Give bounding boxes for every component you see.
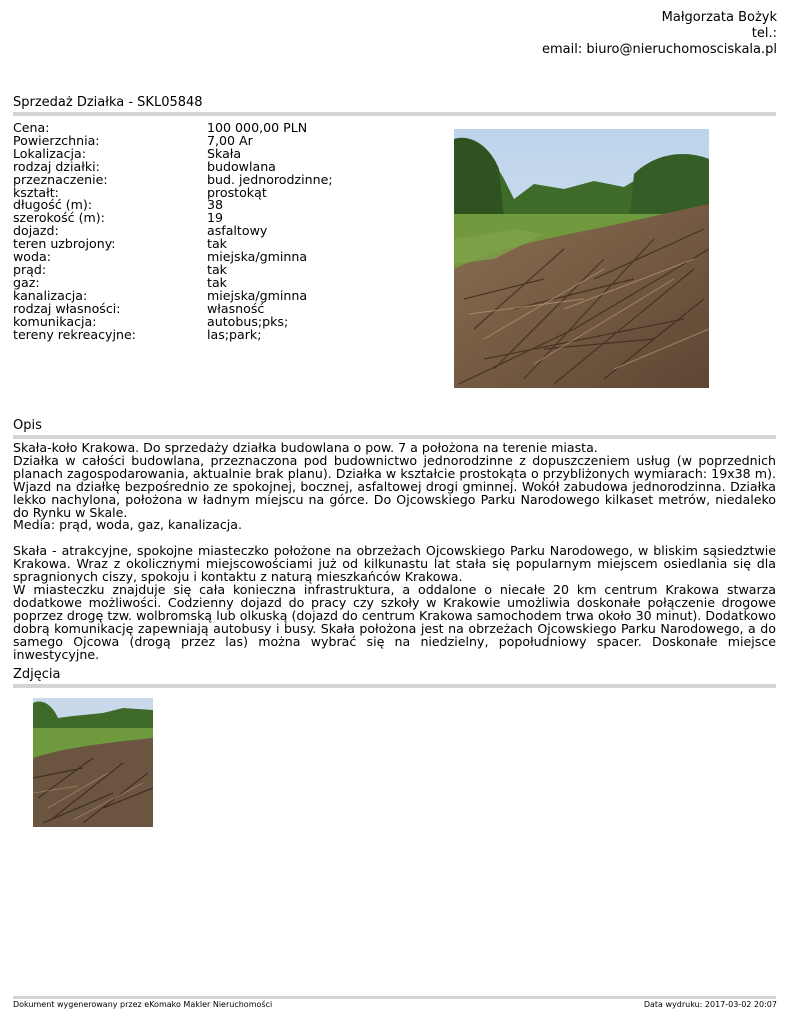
photos-heading: Zdjęcia xyxy=(13,667,61,682)
property-list xyxy=(13,122,433,341)
property-value: Skała xyxy=(207,145,242,161)
description-paragraph: Działka w całości budowlana, przeznaczona pod budownictwo jednorodzinne z dopuszczeniem usług (w poprzednich planach zagospodarowania, aktualnie brak planu). Działka w kształcie prostokąta o przybliżonych wymiarach: 19x38 m). Wjazd na działkę bezpośrednio ze spokojnej, bocznej, asfaltowej drogi gminnej. Wokół zabudowa jednorodzinna. Działka lekko nachylona, położona w ładnym miejscu na górce. Do Ojcowskiego Parku Narodowego kilkaset metrów, niedaleko do Rynku w Skale. xyxy=(13,452,776,520)
property-label: Cena: xyxy=(13,120,50,135)
property-label: tereny rekreacyjne: xyxy=(13,326,136,342)
property-row xyxy=(13,326,433,342)
property-value: 38 xyxy=(207,197,224,213)
property-value: budowlana xyxy=(207,158,276,174)
description-text xyxy=(13,442,776,662)
main-photo-image xyxy=(454,129,709,388)
property-label: rodzaj działki: xyxy=(13,158,100,174)
property-value: własność xyxy=(207,300,265,316)
description-heading: Opis xyxy=(13,418,42,433)
description-divider xyxy=(13,435,776,439)
description-paragraph: Skała-koło Krakowa. Do sprzedaży działka budowlana o pow. 7 a położona na terenie miasta. xyxy=(13,440,598,455)
photos-divider xyxy=(13,684,776,688)
property-label: prąd: xyxy=(13,261,47,277)
property-value: autobus;pks; xyxy=(207,313,289,329)
description-paragraph: W miasteczku znajduje się cała konieczna infrastruktura, a oddalone o niecałe 20 km centrum Krakowa stwarza dodatkowe możliwości. Codzienny dojazd do pracy czy szkoły w Krakowie umożliwia doskonałe połączenie drogowe poprzez drogę tzw. wolbromską lub olkuską (dojazd do centrum Krakowa samochodem trwa około 30 minut). Dodatkowo dobrą komunikację zapewniają autobusy i busy. Skała położona jest na obrzeżach Ojcowskiego Parku Narodowego, a do samego Ojcowa (drogą przez las) można wybrać się na niedzielny, popołudniowy spacer. Doskonałe miejsce inwestycyjne. xyxy=(13,582,776,662)
title-divider xyxy=(13,112,776,116)
property-value: las;park; xyxy=(207,326,262,342)
photo-thumbnail[interactable] xyxy=(33,698,153,827)
property-value: 7,00 Ar xyxy=(207,132,253,148)
agent-email: email: biuro@nieruchomosciskala.pl xyxy=(541,42,777,57)
contact-block xyxy=(542,10,777,58)
property-value: 100 000,00 PLN xyxy=(207,120,308,135)
thumbnail-image xyxy=(33,698,153,827)
property-label: szerokość (m): xyxy=(13,210,105,226)
property-value: asfaltowy xyxy=(207,223,268,239)
listing-title: Sprzedaż Działka - SKL05848 xyxy=(13,95,203,110)
description-paragraph: Skała - atrakcyjne, spokojne miasteczko położone na obrzeżach Ojcowskiego Parku Narodowego, w bliskim sąsiedztwie Krakowa. Wraz z okolicznymi miejscowościami już od kilkunastu lat stała się popularnym miejscem osiedlania się dla spragnionych ciszy, spokoju i kontaktu z naturą mieszkańców Krakowa. xyxy=(13,543,776,585)
property-label: długość (m): xyxy=(13,197,93,213)
property-label: kanalizacja: xyxy=(13,287,88,303)
footer-print-date: Data wydruku: 2017-03-02 20:07 xyxy=(643,1000,777,1009)
property-label: Lokalizacja: xyxy=(13,145,86,161)
property-value: bud. jednorodzinne; xyxy=(207,171,333,187)
property-label: Powierzchnia: xyxy=(13,132,100,148)
property-label: komunikacja: xyxy=(13,313,97,329)
property-label: rodzaj własności: xyxy=(13,300,121,316)
agent-phone: tel.: xyxy=(751,26,777,41)
property-label: woda: xyxy=(13,249,51,265)
property-value: tak xyxy=(207,261,227,277)
property-value: prostokąt xyxy=(207,184,267,200)
property-label: przeznaczenie: xyxy=(13,171,108,187)
footer-divider xyxy=(13,996,776,999)
description-paragraph: Media: prąd, woda, gaz, kanalizacja. xyxy=(13,517,242,533)
footer-generator-note: Dokument wygenerowany przez eKomako Makler Nieruchomości xyxy=(13,1000,273,1009)
property-label: dojazd: xyxy=(13,223,59,239)
property-value: 19 xyxy=(207,210,224,226)
property-label: teren uzbrojony: xyxy=(13,236,116,252)
property-label: gaz: xyxy=(13,274,40,290)
property-value: miejska/gminna xyxy=(207,249,308,265)
main-photo xyxy=(454,129,709,388)
agent-name: Małgorzata Bożyk xyxy=(661,10,777,25)
property-value: tak xyxy=(207,274,227,290)
property-value: tak xyxy=(207,236,227,252)
property-label: kształt: xyxy=(13,184,59,200)
property-value: miejska/gminna xyxy=(207,287,308,303)
